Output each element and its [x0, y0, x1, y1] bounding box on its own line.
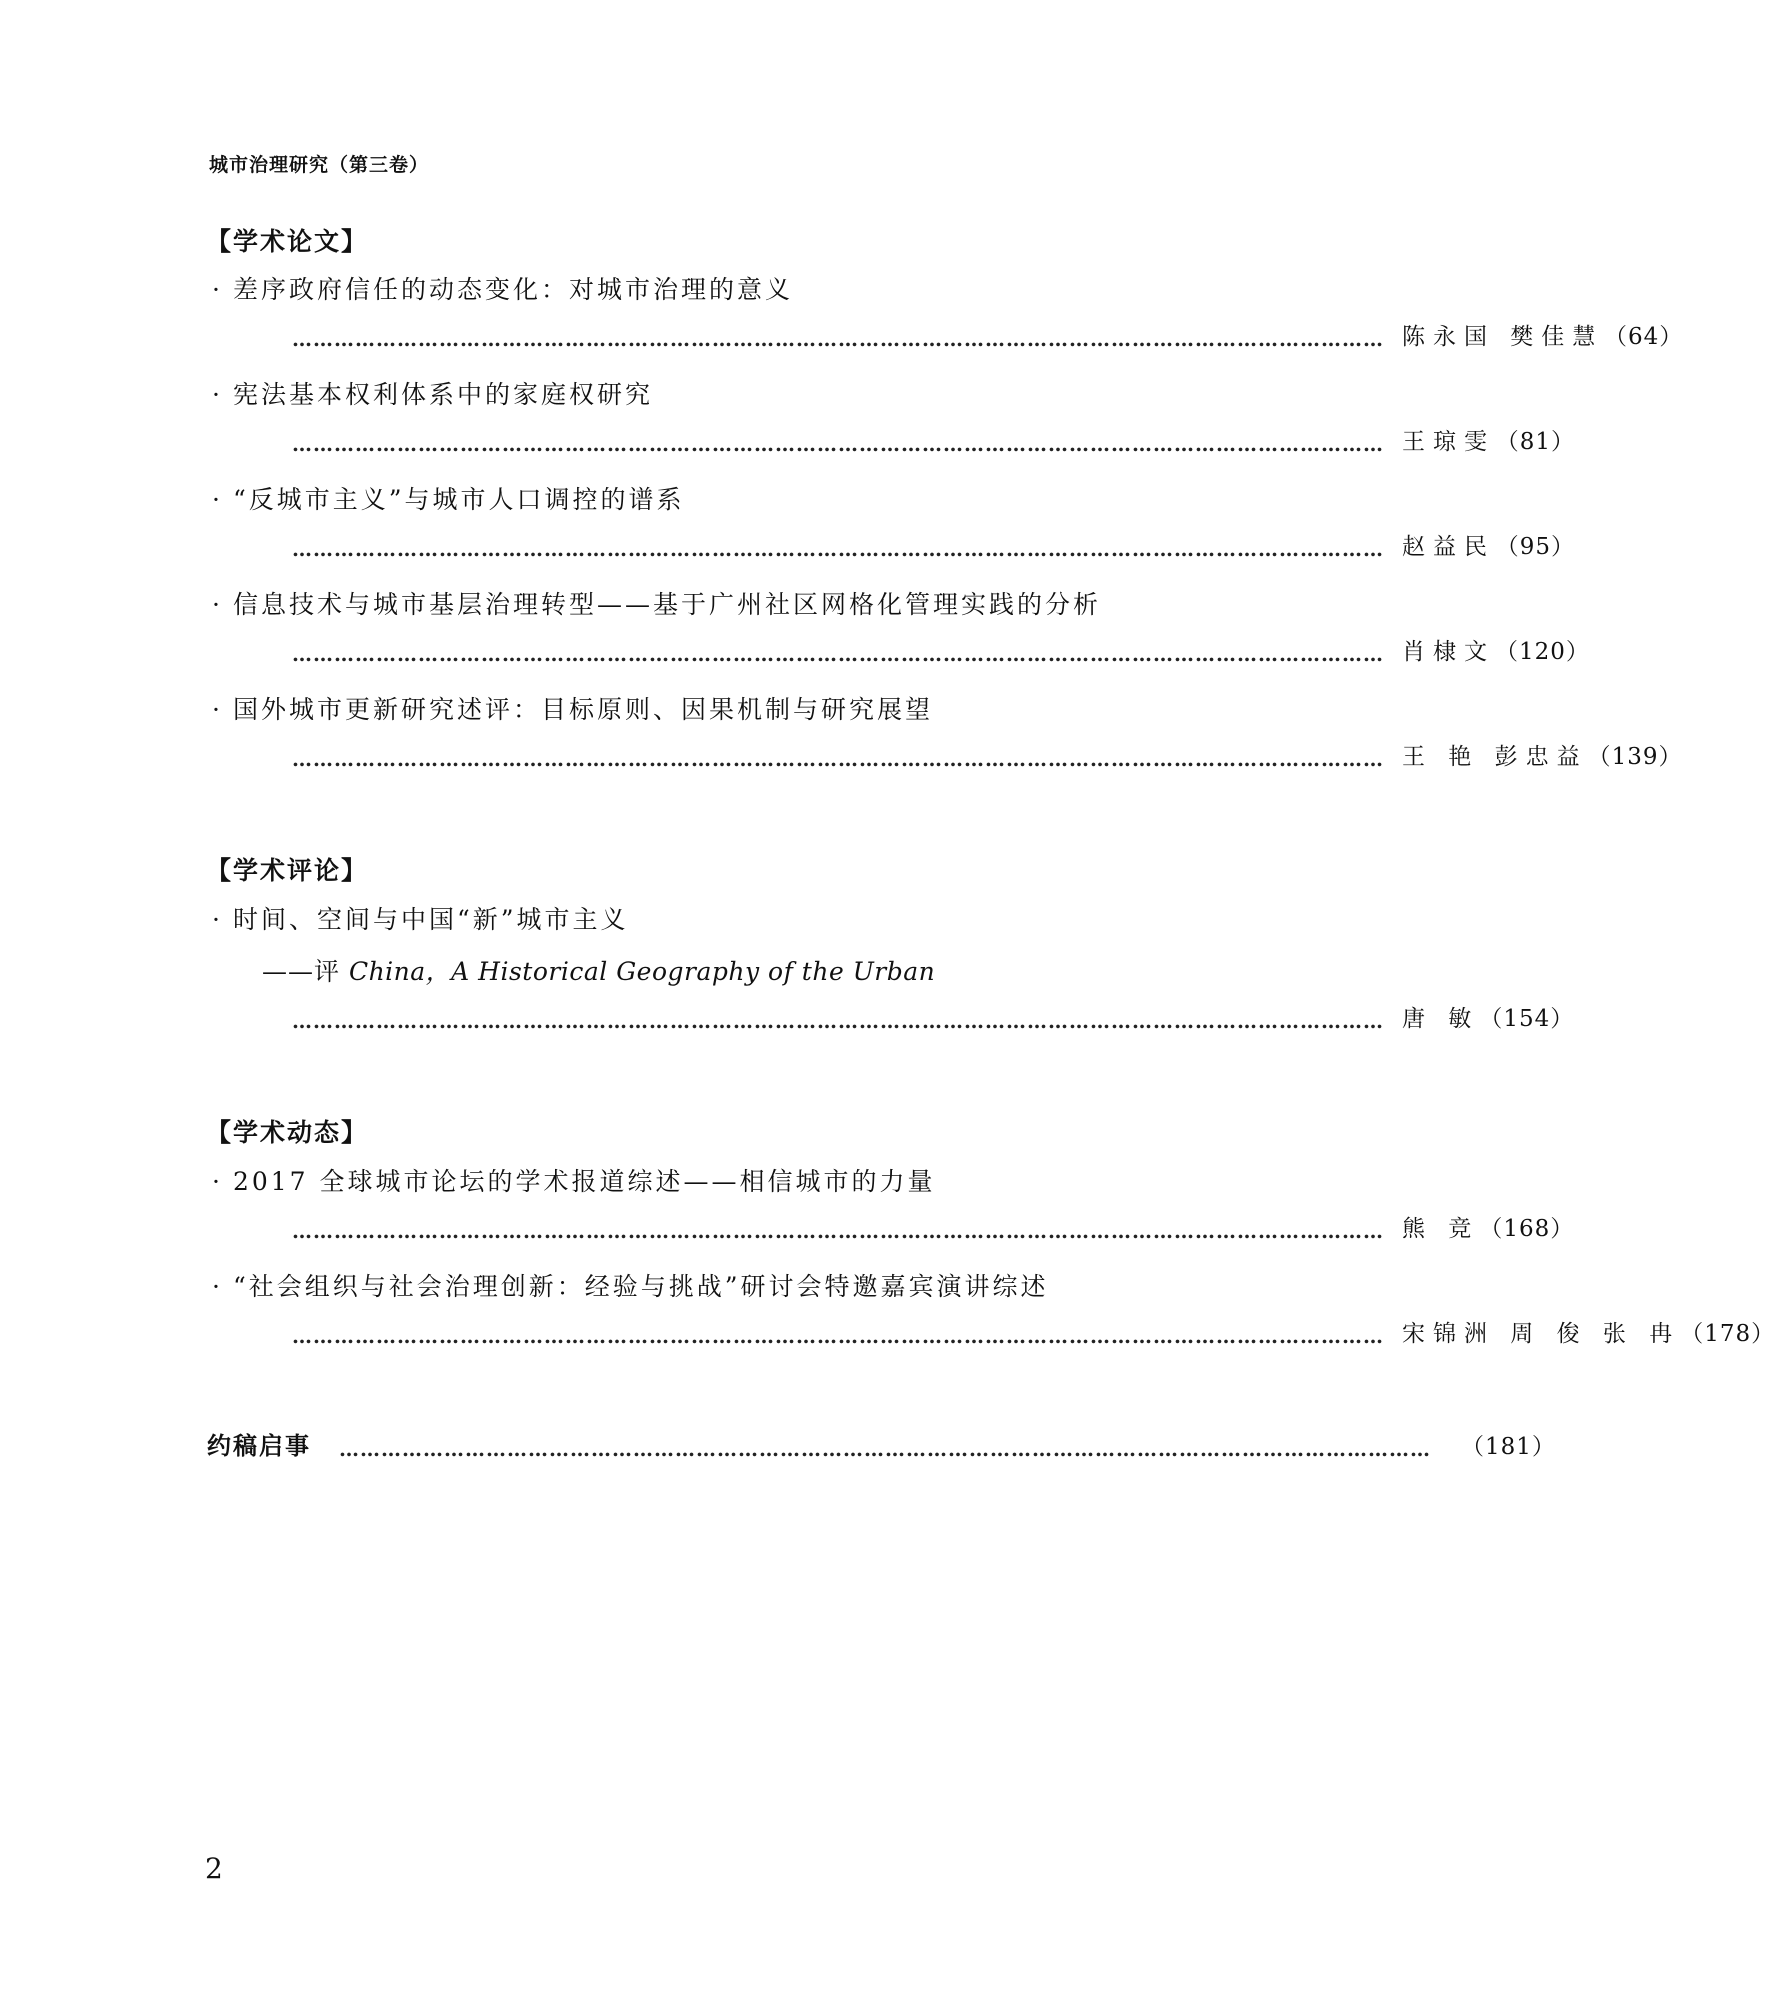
entry-authors: 宋锦洲 周 俊 张 冉: [1402, 1321, 1681, 1347]
toc-entry-title: [212, 270, 793, 306]
bullet-icon: ·: [212, 695, 223, 724]
bullet-icon: ·: [212, 905, 223, 934]
toc-entry-leader: [292, 1214, 1575, 1244]
entry-title-text: 宪法基本权利体系中的家庭权研究: [232, 380, 653, 409]
bullet-icon: ·: [212, 590, 223, 619]
bullet-icon: ·: [212, 485, 223, 514]
bullet-icon: ·: [212, 380, 223, 409]
entry-title-text: “反城市主义”与城市人口调控的谱系: [232, 485, 685, 514]
entry-title-text: 国外城市更新研究述评：目标原则、因果机制与研究展望: [232, 695, 933, 724]
dot-leader: …………………………………………………………………………………………………………………………………………: [292, 327, 1384, 351]
dot-leader: …………………………………………………………………………………………………………………………………………: [292, 1009, 1384, 1033]
toc-entry-title: [212, 900, 629, 936]
dot-leader: …………………………………………………………………………………………………………………………………………: [292, 537, 1384, 561]
running-head: 城市治理研究（第三卷）: [209, 154, 430, 176]
toc-entry-leader: [292, 742, 1683, 772]
entry-authors: 赵益民: [1402, 534, 1495, 560]
entry-authors: 王 艳 彭忠益: [1402, 744, 1588, 770]
dot-leader: …………………………………………………………………………………………………………………………………………: [292, 1324, 1384, 1348]
toc-entry-title: [212, 1267, 1049, 1303]
toc-entry-title: [212, 585, 1101, 621]
toc-entry-leader: [292, 1319, 1775, 1349]
entry-authors: 熊 竞: [1402, 1216, 1480, 1242]
toc-entry-leader: [292, 322, 1684, 352]
entry-page-ref: （154）: [1479, 1006, 1575, 1032]
entry-authors: 陈永国 樊佳慧: [1402, 324, 1604, 350]
toc-entry-title: [212, 690, 933, 726]
toc-entry-leader: [292, 427, 1575, 457]
entry-page-ref: （178）: [1680, 1321, 1775, 1347]
entry-page-ref: （81）: [1495, 429, 1575, 455]
toc-entry-title: [212, 480, 685, 516]
toc-entry-title: [212, 375, 653, 411]
section-title-academic-papers: 【学术论文】: [206, 227, 369, 256]
toc-entry-subtitle: [262, 952, 935, 988]
toc-entry-leader: [292, 532, 1575, 562]
call-for-papers-label: 约稿启事: [207, 1432, 311, 1460]
dot-leader: …………………………………………………………………………………………………………………………………………: [292, 432, 1384, 456]
dot-leader: …………………………………………………………………………………………………………………………………………: [292, 642, 1384, 666]
dot-leader: …………………………………………………………………………………………………………………………………………: [339, 1437, 1431, 1461]
entry-authors: 王琼雯: [1402, 429, 1495, 455]
entry-page-ref: （64）: [1604, 324, 1684, 350]
section-title-academic-reviews: 【学术评论】: [206, 856, 369, 885]
call-for-papers-page-ref: （181）: [1461, 1434, 1556, 1460]
entry-authors: 肖棣文: [1402, 639, 1495, 665]
subtitle-italic-title: China，A Historical Geography of the Urban: [348, 957, 936, 986]
entry-title-text: 时间、空间与中国“新”城市主义: [232, 905, 629, 934]
toc-entry-leader: [292, 1004, 1575, 1034]
entry-title-text: “社会组织与社会治理创新：经验与挑战”研讨会特邀嘉宾演讲综述: [232, 1272, 1049, 1301]
entry-page-ref: （120）: [1495, 639, 1590, 665]
entry-authors: 唐 敏: [1402, 1006, 1480, 1032]
bullet-icon: ·: [212, 275, 223, 304]
section-title-academic-news: 【学术动态】: [206, 1118, 369, 1147]
entry-title-text: 信息技术与城市基层治理转型——基于广州社区网格化管理实践的分析: [232, 590, 1101, 619]
entry-title-text: 差序政府信任的动态变化：对城市治理的意义: [232, 275, 793, 304]
page-number: 2: [205, 1852, 223, 1885]
bullet-icon: ·: [212, 1272, 223, 1301]
entry-title-text: 2017 全球城市论坛的学术报道综述——相信城市的力量: [232, 1167, 936, 1196]
subtitle-prefix: ——评: [262, 957, 349, 986]
entry-page-ref: （168）: [1479, 1216, 1575, 1242]
entry-page-ref: （95）: [1495, 534, 1575, 560]
toc-entry-title: [212, 1162, 936, 1198]
call-for-papers-row: [207, 1428, 1556, 1462]
entry-page-ref: （139）: [1587, 744, 1683, 770]
dot-leader: …………………………………………………………………………………………………………………………………………: [292, 1219, 1384, 1243]
bullet-icon: ·: [212, 1167, 223, 1196]
dot-leader: …………………………………………………………………………………………………………………………………………: [292, 747, 1384, 771]
toc-entry-leader: [292, 637, 1590, 667]
